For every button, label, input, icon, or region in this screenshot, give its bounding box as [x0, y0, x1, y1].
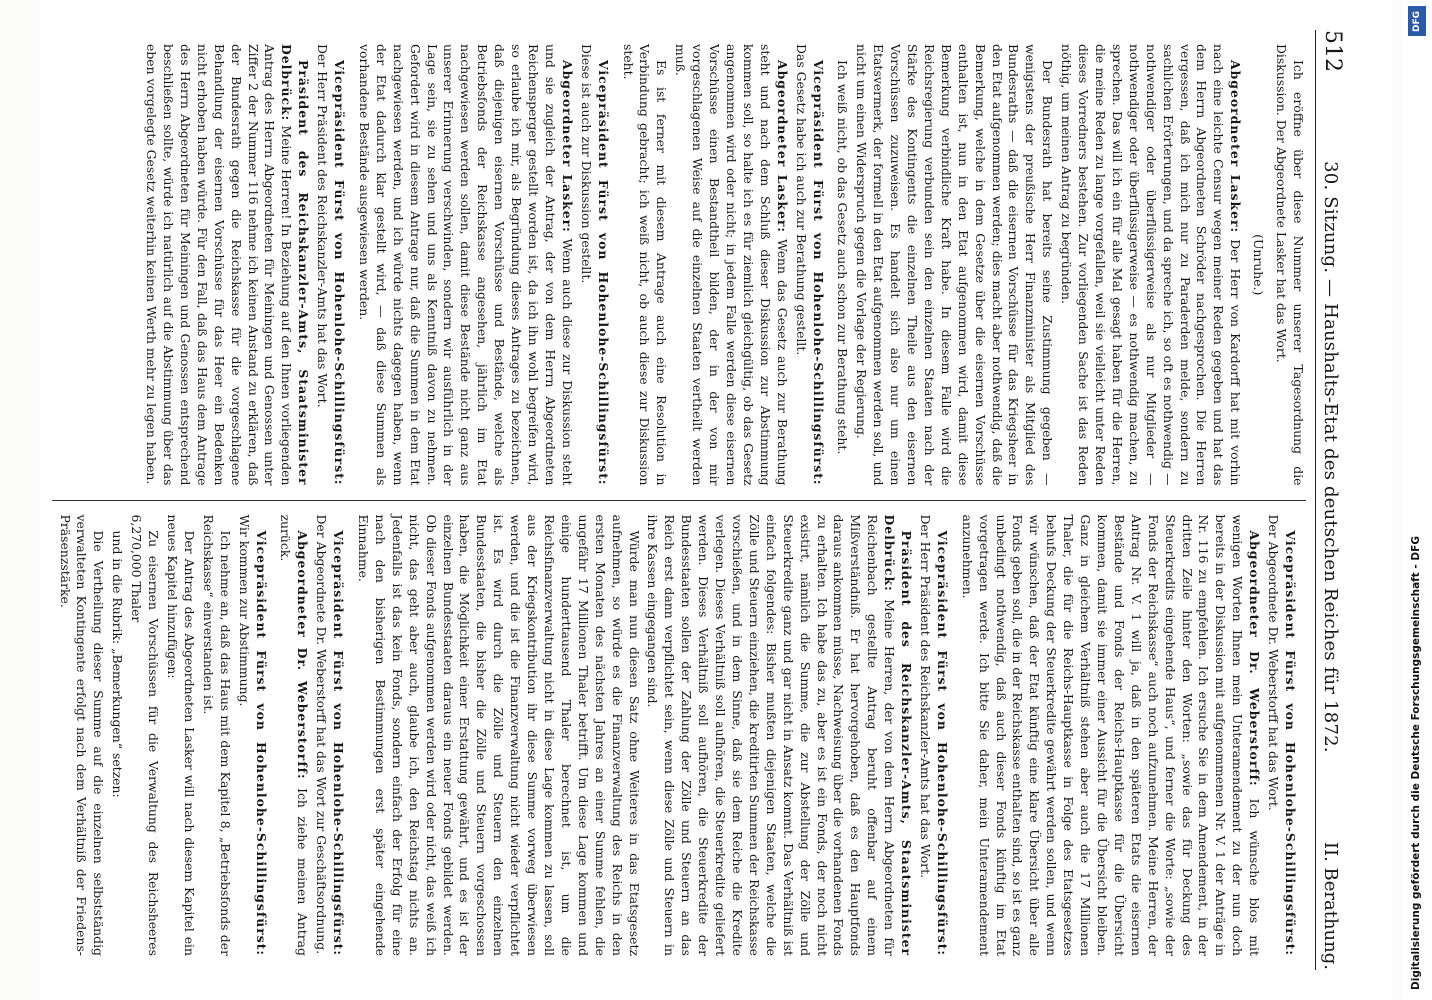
paragraph-text: Der Bundesrath hat bereits seine Zustimmung gegeben — wenigstens der preußische Herr Finanzminister als Mitglied des Bundesraths — daß die eisernen Vorschüsse für das Kriegsheer in den Etat aufgenommen werden; dies macht aber nothwendig, daß die Bemerkung, welche in dem Gesetze über die eisernen Vorschüsse enthalten ist, nun in den Etat aufgenommen wird, damit diese Bemerkung verbindliche Kraft habe. In diesem Falle wird die Reichsregierung verbunden sein den einzelnen Staaten nach der Stärke des Kontingents die einzelnen Theile aus den eisernen Vorschüssen zuzuweisen. Es handelt sich also nur um einen Etatsvermerk, der formell in den Etat aufgenommen werden soll, und nicht um einen Widerspruch gegen die Vorlage der Regierung. [854, 44, 1056, 486]
speaker-name: Abgeordneter Lasker: [774, 60, 790, 233]
paragraph-text: Der Herr von Kardorff hat mit vorhin nach eine leichte Censur wegen meiner Reden gegeben und hat das dem Herrn Abgeordneten Schröder nachgesprochen. Die Herren vergessen, daß ich mich nur zu Paraderden melde, sondern zu sachlichen Erörterungen, und da spreche ich, so oft es nothwendig — nothwendiger oder überflüssigerweise als nur Mitglieder — nothwendiger oder überflüssigerweise — es nothwendig machen, zu sprechen. Das will ich ein für alle Mal gesagt haben für die Herren, die meine Reden zu lange vorgefallen, weil sie vielleicht unter Reden dieses Vorredners bestehen. Zur vorliegenden Sache ist das Reden nöthig, um meinen Antrag zu begründen. [1059, 44, 1244, 486]
paragraph-text: Die Vertheilung dieser Summe auf die einzelnen selbstständig verwalteten Kontingente erfolgt nach dem Verhältniß der Friedens-Präsenzstärke. [57, 514, 107, 956]
paragraph [671, 44, 789, 486]
speaker-name: Vicepräsident Fürst von Hohenlohe-Schillingsfürst: [253, 530, 269, 956]
page-title: 30. Sitzung. — Haushalts-Etat des deutschen Reiches für 1872. [1320, 161, 1341, 753]
page-number: 512 [1320, 30, 1345, 72]
paragraph [355, 44, 575, 486]
paragraph [199, 515, 233, 957]
text-column-right [52, 500, 1306, 971]
paragraph-text: Der Herr Präsident des Reichskanzler-Amts hat das Wort. [917, 514, 933, 879]
speaker-name: Vicepräsident Fürst von Hohenlohe-Schillingsfürst: [595, 60, 611, 486]
speaker-name: Vicepräsident Fürst von Hohenlohe-Schillingsfürst: [332, 60, 348, 486]
paragraph-text: Ich weiß nicht, ob das Gesetz auch schon zur Berathung steht. [835, 60, 851, 455]
paragraph-text: Ich wünsche blos mit wenigen Worten Ihnen mein Unteramendement zu der nun doch bereits in der Diskussion mit aufgenommenen Nr. V. 1 der Anträge in Nr. 116 zu empfehlen. Ich ersuche Sie in dem Amendement, in der dritten Zeile hinter den Worten: „sowie das für Deckung des Steuerkredits eingehende Haus“, und ferner die Worte: „sowie der Fonds der Reichskasse“ auch noch aufzunehmen. Meine Herren, der Antrag Nr. V. 1 will ja, daß in den späteren Etats die eisernen Bestände und Fonds der Reichs-Hauptkasse für die Übersicht kommen, damit sie immer einer Aussicht für die Übersicht bleiben. Ganz in gleichem Verhältniß stehen aber auch die 17 Millionen Thaler, die für die Reichs-Hauptkasse in Folge des Etatsgesetzes behufs Deckung der Steuerkredite gewährt werden sollen, und wenn wir wünschen, daß der Etat künftig eine klare Übersicht über alle Fonds geben soll, die in der Reichskasse enthalten sind, so ist es ganz unbedingt nothwendig, daß auch dieser Fonds künftig im Etat vorgetragen werde. Ich bitte Sie daher, mein Unteramendement anzunehmen. [959, 514, 1263, 956]
paragraph [792, 44, 826, 486]
credit-text: Digitalisierung gefördert durch die Deutsche Forschungsgemeinschaft - DFG [1410, 536, 1422, 990]
dfg-logo: DFG [1408, 6, 1426, 36]
paragraph-text: Meine Herren! In Beziehung auf den Ihnen vorliegenden Antrag des Herrn Abgeordneten für Meiningen und Genossen unter Ziffer 2 der Nummer 116 nehme ich keinen Anstand zu erklären, daß der Bundesrath gegen die Reichskasse für die vorgeschlagene Behandlung der eisernen Vorschüsse für das Heer ein Bedenken nicht erhoben haben würde. Für den Fall, daß das Haus dem Antrage des Herrn Abgeordneten für Meiningen und Genossen entsprechend beschließen sollte, würde ich natürlich auf die Abstimmung über das eben vorgelegte Gesetz weiterhin keinen Werth mehr zu legen haben. [144, 44, 295, 486]
speaker-name: Abgeordneter Lasker: [559, 60, 575, 233]
paragraph [313, 44, 347, 486]
paragraph-text: Wir kommen zur Abstimmung. [236, 514, 252, 707]
paragraph-text: Der Herr Präsident des Reichskanzler-Amts hat das Wort. [315, 44, 331, 408]
speaker-name: Vicepräsident Fürst von Hohenlohe-Schillingsfürst: [810, 60, 826, 486]
paragraph-text: Wenn das Gesetz auch zur Berathung steht und nach dem Schluß dieser Diskussion zur Abstimmung kommen soll, so halte ich es für ziemlich gleichgültig, ob das Gesetz angenommen wird oder nicht; in jedem Falle werden diese eisernen Vorschüsse einen Bestandtheil bilden, der in der von mir vorgeschlagenen Weise auf die einzelnen Staaten vertheilt werden muß. [673, 44, 790, 486]
paragraph [163, 515, 197, 957]
paragraph [142, 44, 311, 486]
paragraph-text: und in die Rubrik: „Bemerkungen“ setzen: [110, 530, 126, 798]
paragraph-text: Zu eisernen Vorschüssen für die Verwaltung des Reichsheeres 6,270,000 Thaler [129, 514, 162, 956]
paragraph [1272, 44, 1306, 486]
paragraph [354, 515, 641, 957]
paragraph [235, 515, 269, 957]
paragraph [1057, 44, 1243, 486]
paragraph [1264, 515, 1298, 957]
speaker-name: Abgeordneter Dr. Weberstorff: [295, 530, 311, 780]
paragraph-text: Würde man nun diesen Satz ohne Weiteres in das Etatsgesetz aufnehmen, so würde es die Finanzverwaltung des Reichs in den ersten Monaten des nächsten Jahres an einer Summe fehlen, die ungefähr 17 Millionen Thaler betrifft. Um diese Lage kommen und einige hunderttausend Thaler berechnet ist, um die Reichsfinanzverwaltung nicht in diese Lage kommen zu lassen, soll aus der Kriegskontribution ihr diese Summe vorweg überwiesen werden, und die ist die Finanzverwaltung nicht wieder verpflichtet ist. Es wird durch die Zölle und Steuern den einzelnen Bundesstaaten, die bisher die Zölle und Steuern vorgeschossen haben, die Möglichkeit einer Erstattung gewährt, und es ist der einzelnen Bundesstaaten daraus ein neuer Fonds gebildet werden. Ob dieser Fonds aufgenommen werden wird oder nicht, das weiß ich nicht, das geht aber auch, glaube ich, den Reichstag nichts an. Jedenfalls ist das kein Fonds, sondern einfach der Erfolg für eine nach den bisherigen Bestimmungen erst später eingehende Einnahme. [356, 514, 642, 956]
paragraph-text: Der Antrag des Abgeordneten Lasker will nach diesem Kapitel ein neues Kapitel hinzufügen: [165, 514, 197, 956]
paragraph [108, 515, 125, 957]
paragraph [619, 44, 670, 486]
document-page [40, 0, 1392, 1000]
speaker-name: Präsident des Reichskanzler-Amts, Staatsminister Delbrück: [279, 44, 312, 486]
paragraph [1249, 44, 1266, 486]
paragraph [56, 515, 107, 957]
speaker-name: Vicepräsident Fürst von Hohenlohe-Schillingsfürst: [1283, 530, 1298, 956]
paragraph-text: Ich nehme an, daß das Haus mit dem Kapitel 8, „Betriebsfonds der Reichskasse“ einverstanden ist. [200, 514, 233, 956]
paragraph-text: Ich ziehe meinen Antrag zurück. [278, 514, 311, 956]
speaker-name: Abgeordneter Lasker: [1228, 60, 1244, 234]
paragraph [958, 515, 1262, 957]
paragraph-text: Wenn auch diese zur Diskussion steht und sie zugleich der Antrag, der von dem Herrn Abgeordneten Reichensperger gestellt worden ist, da ich ihn wohl begreifen wird, so erlaube ich mir, als Begründung dieses Antrages zu bezeichnen, daß diejenigen eisernen Vorschüsse und Bestände, welche als Betriebsfonds der Reichskasse angesehen, jährlich im Etat nachgewiesen werden sollen, damit diese Bestände nicht ganz aus unserer Erinnerung verschwinden, sondern wir ausführlich in der Lage sein, sie zu sehen und uns als Kenntniß davon zu nehmen. Gefordert wird in diesem Antrage nur, daß die Summen in dem Etat nachgewiesen werden, und ich würde nichts dagegen haben, wenn der Etat dadurch klar gestellt wird, — daß diese Summen als vorhandene Bestände ausgewiesen werden. [356, 44, 575, 486]
paragraph [644, 515, 915, 957]
paragraph [916, 515, 950, 957]
digitization-credit [1402, 0, 1432, 1000]
paragraph-text: Diese ist auch zur Diskussion gestellt. [578, 44, 594, 284]
paragraph-text: (Unruhe.) [1251, 234, 1267, 296]
text-column-left [52, 30, 1306, 500]
paragraph-text: Das Gesetz habe ich auch zur Berathung gestellt. [793, 44, 809, 356]
text-columns [52, 30, 1306, 970]
speaker-name: Präsident des Reichskanzler-Amts, Staatsminister Delbrück: [882, 514, 915, 956]
paragraph [834, 44, 851, 486]
paragraph [127, 515, 161, 957]
paragraph-text: Der Abgeordnete Dr. Weberstorff hat das Wort zur Geschäftsordnung. [314, 514, 330, 955]
speaker-name: Vicepräsident Fürst von Hohenlohe-Schillingsfürst: [934, 530, 950, 956]
paragraph [277, 515, 311, 957]
speaker-name: Abgeordneter Dr. Weberstorff: [1247, 530, 1263, 787]
section-label: II. Berathung. [1320, 841, 1341, 970]
paragraph [852, 44, 1055, 486]
paragraph-text: Der Abgeordnete Dr. Weberstorff hat das Wort. [1266, 514, 1282, 811]
paragraph [312, 515, 346, 957]
running-head [1315, 30, 1354, 970]
paragraph-text: Ich eröffne über diese Nummer unserer Tagesordnung die Diskussion. Der Abgeordnete Lasker hat das Wort. [1274, 44, 1306, 486]
paragraph [577, 44, 611, 486]
paragraph-text: Es ist ferner mit diesem Antrage auch eine Resolution in Verbindung gebracht; ich weiß nicht, ob auch diese zur Diskussion steht. [620, 44, 670, 486]
paragraph-text: Meine Herren, der von dem Herrn Abgeordneten für Reichenbach gestellte Antrag beruht offenbar auf einem Mißverständniß. Er hat hervorgehoben, daß es den Hauptfonds daraus ankommen müsse, Nachweisung über die vorhandenen Fonds zu erhalten. Ich habe das zu, aber es ist ein Fonds, der noch nicht existirt, nämlich die Summe, die zur Abstellung der Zölle und Steuerkredite ganz und gar nicht in Ansatz kommt. Das Verhältniß ist einfach folgendes: Bisher mußten diejenigen Staaten, welche die Zölle und Steuern einziehen, die kreditirten Summen der Reichskasse vorschießen, und in dem Sinne, daß sie dem Reiche die Kredite verlegen. Dieses Verhältniß soll aufhören, die Steuerkredite geliefert werden. Dieses Verhältniß soll aufhören, die Steuerkredite der Bundesstaaten sollen der Zahlung der Zölle und Steuern an das Reich erst dann verpflichtet sein, wenn diese Zölle und Steuern in ihre Kassen eingegangen sind. [645, 514, 898, 956]
speaker-name: Vicepräsident Fürst von Hohenlohe-Schillingsfürst: [331, 530, 347, 956]
